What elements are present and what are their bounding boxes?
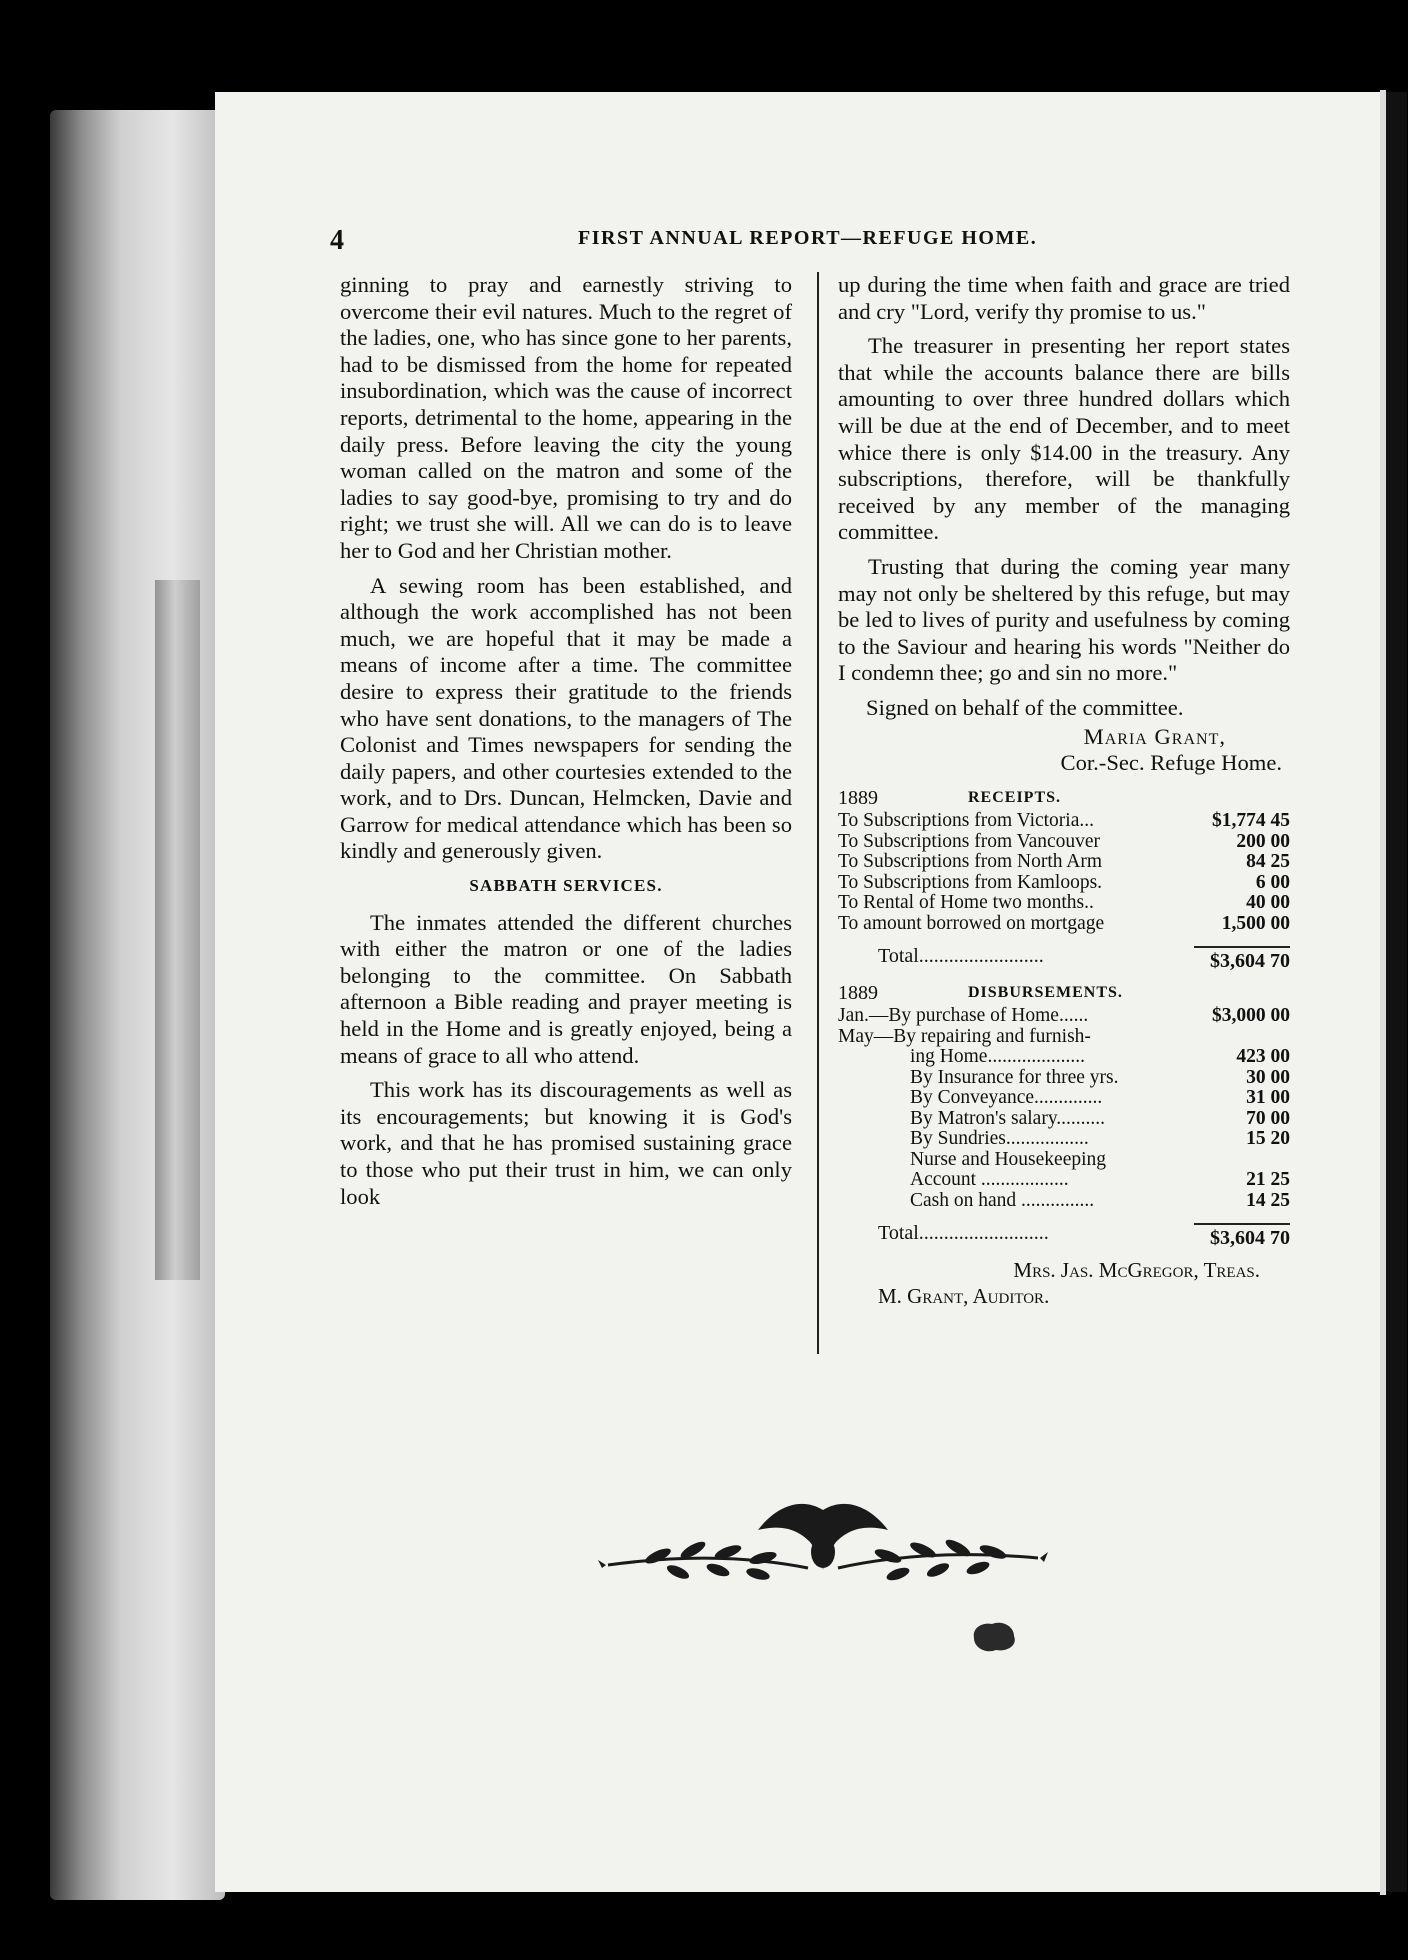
receipt-row — [838, 893, 1290, 914]
paragraph: Trusting that during the coming year many may not only be sheltered by this refuge, but may be led to lives of purity and usefulness by coming to the Saviour and hearing his words "Neither do I condemn thee; go and sin no more." — [838, 553, 1290, 686]
disbursement-amount: 31 00 — [1246, 1087, 1290, 1109]
disbursement-amount: 15 20 — [1246, 1128, 1290, 1150]
disbursements-total-label: Total.......................... — [878, 1223, 1049, 1245]
disbursement-label: May—By repairing and furnish- — [838, 1026, 1091, 1047]
disbursement-row — [838, 1068, 1290, 1089]
paragraph: This work has its discouragements as well as its encouragements; but knowing it is God's work, and that he has promised sustaining grace to those who put their trust in him, we can only look — [340, 1077, 792, 1209]
disbursement-row — [838, 1109, 1290, 1130]
disbursement-label: By Insurance for three yrs. — [910, 1067, 1119, 1088]
disbursements-title: DISBURSEMENTS. — [968, 983, 1123, 1001]
receipts-total-amount: $3,604 70 — [1194, 946, 1290, 972]
running-header — [330, 225, 1310, 255]
paragraph: A sewing room has been established, and although the work accomplished has not been much, we are hopeful that it may be made a means of income after a time. The committee desire to express their gratitude to the friends who have sent donations, to the managers of The Colonist and Times newspapers for sending the daily papers, and other courtesies extended to the work, and to Drs. Duncan, Helmcken, Davie and Garrow for medical attendance which has been so kindly and generously given. — [340, 572, 792, 864]
disbursement-row — [838, 1150, 1290, 1171]
disbursements-total-row — [838, 1223, 1290, 1249]
receipt-row — [838, 914, 1290, 935]
disbursement-row — [838, 1047, 1290, 1068]
paragraph: up during the time when faith and grace are tried and cry "Lord, verify thy promise to us." — [838, 272, 1290, 324]
disbursement-amount: 30 00 — [1246, 1066, 1290, 1088]
receipt-row — [838, 873, 1290, 894]
disbursement-row — [838, 1006, 1290, 1027]
receipts-total-label: Total......................... — [878, 946, 1044, 968]
disbursement-label: By Sundries................. — [910, 1129, 1089, 1150]
receipt-label: To Subscriptions from Vancouver — [838, 831, 1101, 852]
page-number: 4 — [330, 225, 346, 256]
signer-role: Cor.-Sec. Refuge Home. — [1060, 750, 1282, 776]
disbursement-label: Nurse and Housekeeping — [910, 1149, 1107, 1170]
paragraph: The treasurer in presenting her report states that while the accounts balance there are bills amounting to over three hundred dollars which will be due at the end of December, and to meet whice there is only $14.00 in the treasury. Any subscriptions, therefore, will be thankfully received by any member of the managing committee. — [838, 333, 1290, 545]
disbursement-row — [838, 1170, 1290, 1191]
receipt-label: To Subscriptions from Victoria... — [838, 811, 1094, 832]
left-column — [340, 272, 792, 1218]
paragraph: The inmates attended the different churches with either the matron or one of the ladies belonging to the committee. On Sabbath afternoon a Bible reading and prayer meeting is held in the Home and is greatly enjoyed, being a means of grace to all who attend. — [340, 909, 792, 1068]
receipt-amount: 84 25 — [1246, 851, 1290, 873]
ink-blot-icon — [968, 1618, 1020, 1654]
receipt-row — [838, 811, 1290, 832]
receipts-year: 1889 — [838, 786, 878, 809]
receipt-amount: 6 00 — [1255, 871, 1290, 893]
auditor-signature: M. Grant, Auditor. — [878, 1284, 1050, 1309]
disbursement-label: ing Home.................... — [910, 1047, 1085, 1068]
receipts-table — [838, 811, 1290, 972]
disbursement-row — [838, 1129, 1290, 1150]
disbursement-amount — [1194, 1150, 1290, 1171]
disbursement-row — [838, 1088, 1290, 1109]
disbursement-label: By Conveyance.............. — [910, 1088, 1103, 1109]
treasurer-signature: Mrs. Jas. McGregor, Treas. — [1013, 1257, 1260, 1282]
disbursements-total-amount: $3,604 70 — [1194, 1223, 1290, 1249]
disbursement-row — [838, 1027, 1290, 1048]
receipt-label: To Subscriptions from North Arm — [838, 852, 1103, 873]
receipt-label: To amount borrowed on mortgage — [838, 913, 1105, 934]
disbursement-amount: 423 00 — [1236, 1046, 1290, 1068]
paragraph: ginning to pray and earnestly striving to overcome their evil natures. Much to the regret of the ladies, one, who has since gone to her parents, had to be dismissed from the home for repeated insubordination, which was the cause of incorrect reports, detrimental to the home, appearing in the daily press. Before leaving the city the young woman called on the matron and some of the ladies to say good-bye, promising to try and do right; we trust she will. All we can do is to leave her to God and her Christian mother. — [340, 272, 792, 563]
receipt-amount: 40 00 — [1246, 892, 1290, 914]
disbursement-label: By Matron's salary.......... — [910, 1108, 1106, 1129]
disbursement-amount — [1194, 1027, 1290, 1048]
right-column — [838, 272, 1290, 1310]
book-binding-edge — [50, 110, 225, 1900]
disbursements-heading — [838, 980, 1290, 1007]
receipts-heading — [838, 785, 1290, 812]
receipts-total-row — [838, 946, 1290, 972]
eagle-branch-ornament-icon — [598, 1490, 1048, 1600]
receipt-amount: $1,774 45 — [1212, 810, 1290, 832]
receipt-amount: 200 00 — [1236, 830, 1290, 852]
disbursement-amount: 70 00 — [1246, 1107, 1290, 1129]
disbursements-table — [838, 1006, 1290, 1249]
receipt-amount: 1,500 00 — [1221, 912, 1290, 934]
disbursement-label: Account .................. — [910, 1170, 1069, 1191]
signed-line: Signed on behalf of the committee. — [866, 694, 1184, 720]
receipt-label: To Rental of Home two months.. — [838, 893, 1094, 914]
disbursement-row — [838, 1191, 1290, 1212]
signer-name: Maria Grant, — [1083, 723, 1226, 749]
disbursement-amount: 14 25 — [1246, 1189, 1290, 1211]
column-divider — [817, 272, 819, 1354]
receipt-row — [838, 832, 1290, 853]
receipts-title: RECEIPTS. — [968, 788, 1062, 806]
disbursements-year: 1889 — [838, 981, 878, 1004]
page-right-edge — [1380, 90, 1386, 1895]
receipt-row — [838, 852, 1290, 873]
section-heading: SABBATH SERVICES. — [469, 876, 663, 896]
receipt-label: To Subscriptions from Kamloops. — [838, 872, 1103, 893]
disbursement-amount: 21 25 — [1246, 1169, 1290, 1191]
disbursement-label: Jan.—By purchase of Home...... — [838, 1006, 1089, 1027]
disbursement-label: Cash on hand ............... — [910, 1190, 1095, 1211]
disbursement-amount: $3,000 00 — [1212, 1005, 1290, 1027]
running-title: FIRST ANNUAL REPORT—REFUGE HOME. — [578, 227, 1038, 249]
